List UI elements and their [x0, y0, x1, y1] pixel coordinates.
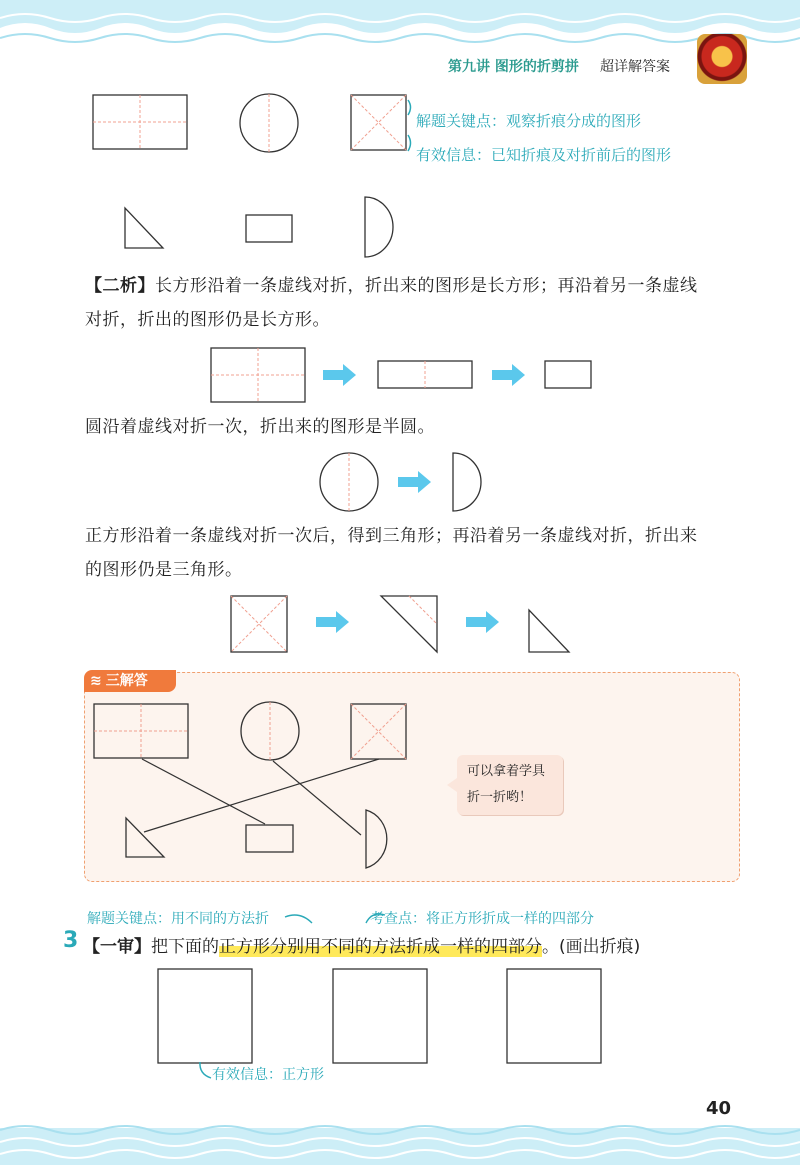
- q3-note-key: 解题关键点：用不同的方法折: [87, 911, 269, 927]
- analysis-square-line-1: 正方形沿着一条虚线对折一次后，得到三角形；再沿着另一条虚线对折，折出来: [85, 526, 698, 546]
- small-triangle: [125, 208, 163, 248]
- analysis-circle-text: 圆沿着虚线对折一次，折出来的图形是半圆。: [85, 417, 435, 437]
- note-info: 有效信息：已知折痕及对折前后的图形: [416, 146, 672, 164]
- q3-text-pre: 把下面的: [151, 937, 219, 957]
- q3-highlight: 正方形分别用不同的方法折成一样的四部分: [219, 937, 542, 957]
- question-number: 3: [63, 928, 79, 953]
- semicircle: [365, 197, 393, 257]
- blank-square-1: [158, 969, 252, 1063]
- analysis-rect-line-2: 对折，折出的图形仍是长方形。: [85, 310, 330, 330]
- q3-label: 【一审】: [83, 937, 151, 957]
- question-text: [83, 932, 640, 957]
- rect-fold-sequence: [0, 340, 800, 410]
- bottom-wave-decoration: [0, 1118, 800, 1165]
- series-logo-badge: [697, 34, 747, 84]
- analysis-square-text: [85, 519, 775, 587]
- analysis-label: 【二析】: [85, 276, 155, 296]
- analysis-rect-text: [85, 269, 765, 337]
- answer-label: 三解答: [105, 673, 148, 689]
- q3-text-post: 。(画出折痕): [542, 937, 641, 957]
- blank-squares: [0, 965, 800, 1065]
- speech-bubble-tail: [447, 778, 457, 792]
- bubble-line-2: 折一折哟！: [467, 790, 533, 805]
- analysis-rect-line-1: 长方形沿着一条虚线对折，折出来的图形是长方形；再沿着另一条虚线: [155, 276, 698, 296]
- blank-square-3: [507, 969, 601, 1063]
- arrow-icon: [398, 471, 431, 493]
- circle-fold-sequence: [0, 448, 800, 518]
- answer-matching-diagram: [84, 672, 738, 880]
- square-fold-sequence: [0, 590, 800, 660]
- arrow-icons: [323, 364, 525, 386]
- q3-note-info: 有效信息：正方形: [212, 1067, 324, 1083]
- circle-with-fold: [240, 94, 298, 152]
- q3-note-brackets: [0, 905, 800, 935]
- tip-speech-bubble: [457, 755, 563, 815]
- small-rect: [246, 215, 292, 242]
- fold-lines: [93, 94, 406, 152]
- chapter-subtitle: 超详解答案: [600, 59, 670, 75]
- wave-lines-icon: ≋: [90, 673, 102, 689]
- q3-note-exam: 考查点：将正方形折成一样的四部分: [370, 911, 594, 927]
- matching-lines: [142, 759, 379, 835]
- page-number: 40: [706, 1098, 732, 1119]
- note-key-point: 解题关键点：观察折痕分成的图形: [416, 112, 642, 130]
- bubble-line-1: 可以拿着学具: [467, 764, 546, 779]
- chapter-title: 第九讲 图形的折剪拼: [448, 59, 579, 75]
- analysis-square-line-2: 的图形仍是三角形。: [85, 560, 243, 580]
- top-wave-decoration: [0, 0, 800, 50]
- blank-square-2: [333, 969, 427, 1063]
- matching-figures: [0, 85, 800, 265]
